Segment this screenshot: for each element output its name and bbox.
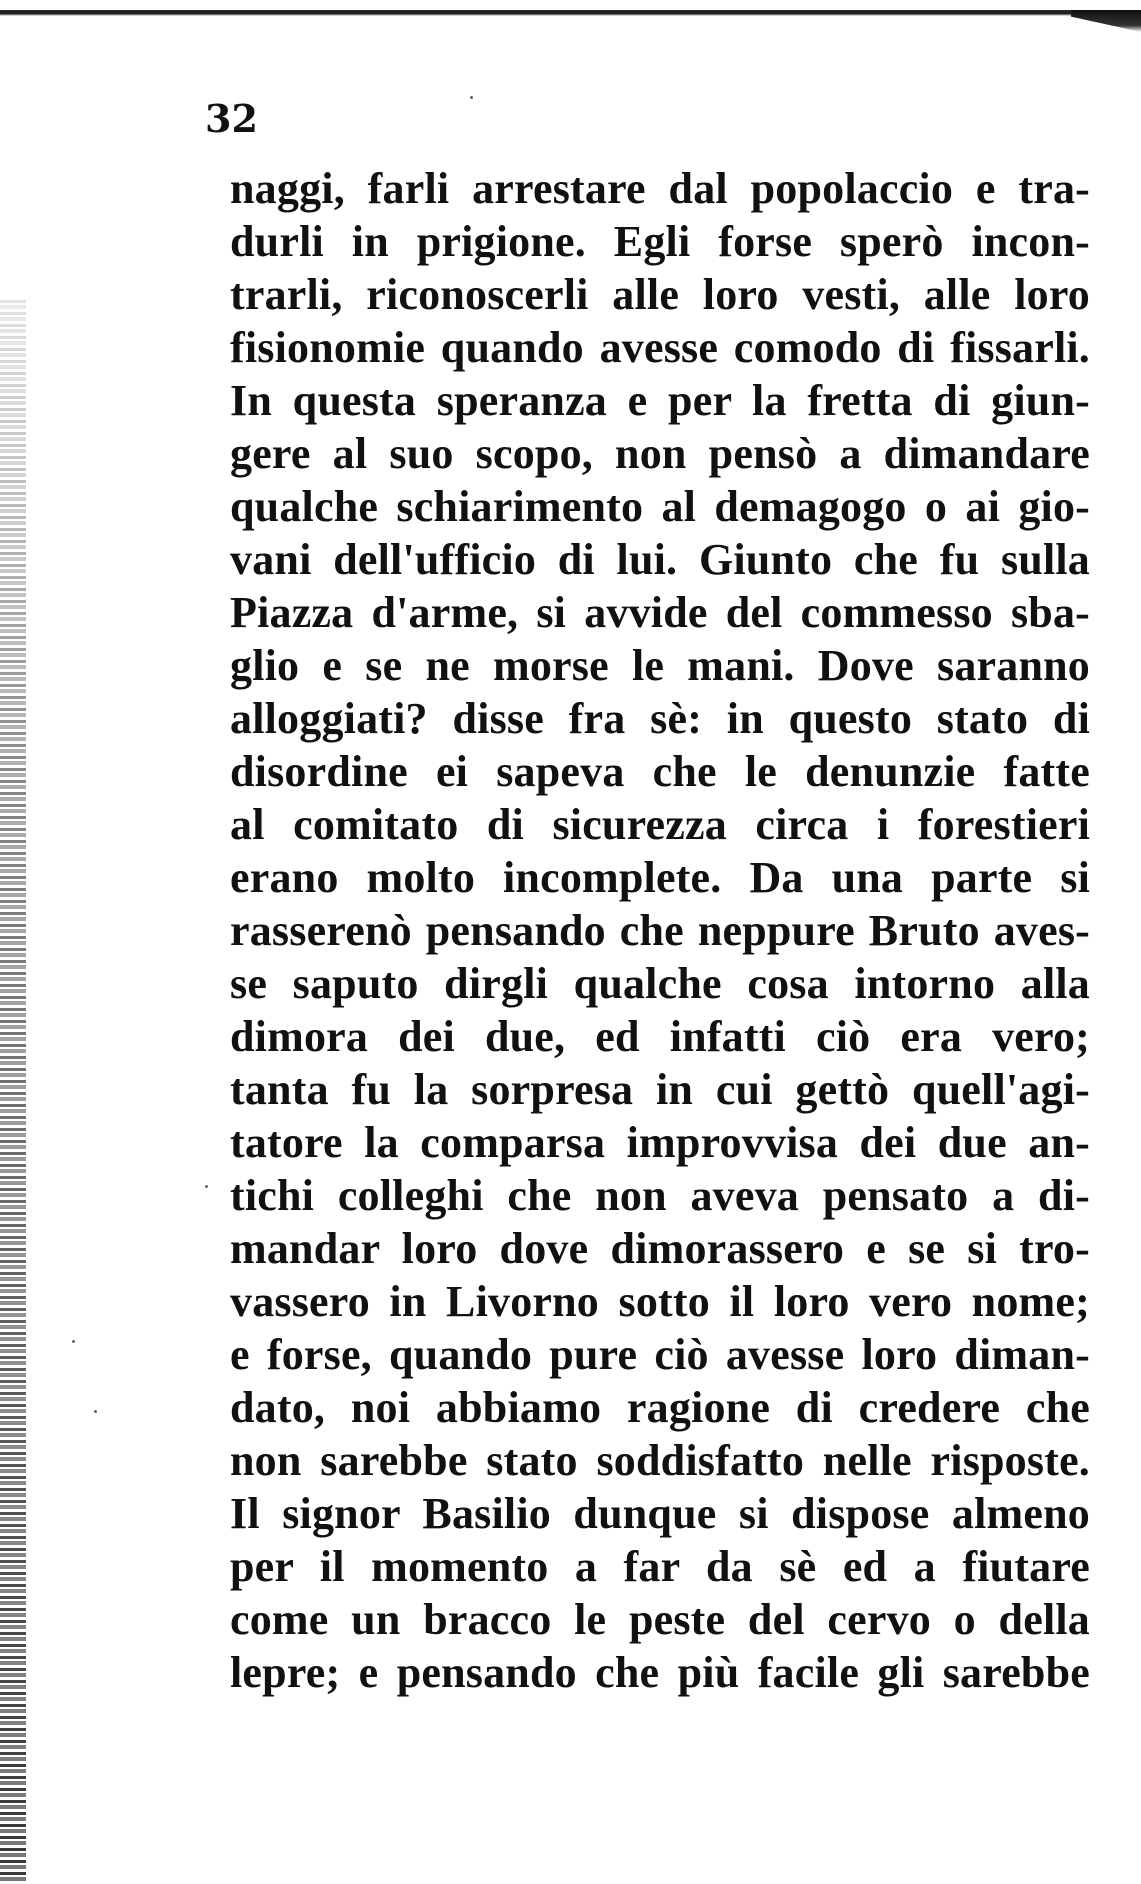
text-line: dato, noi abbiamo ragione di credere che [230, 1383, 1090, 1432]
spine-edge-shadow [0, 300, 26, 1884]
text-line: rasserenò pensando che neppure Bruto aves- [230, 906, 1090, 955]
paper-speck [94, 1410, 97, 1413]
text-line: erano molto incomplete. Da una parte si [230, 853, 1090, 902]
text-line: non sarebbe stato soddisfatto nelle risposte. [230, 1436, 1090, 1485]
text-line: gere al suo scopo, non pensò a dimandare [230, 429, 1090, 478]
top-edge-rule [0, 10, 1141, 16]
text-line: mandar loro dove dimorassero e se si tro- [230, 1224, 1090, 1273]
text-line: qualche schiarimento al demagogo o ai gio- [230, 482, 1090, 531]
text-line: per il momento a far da sè ed a fiutare [230, 1542, 1090, 1591]
text-line: se saputo dirgli qualche cosa intorno alla [230, 959, 1090, 1008]
text-line: In questa speranza e per la fretta di giun- [230, 376, 1090, 425]
text-line: glio e se ne morse le mani. Dove saranno [230, 641, 1090, 690]
text-line: e forse, quando pure ciò avesse loro diman- [230, 1330, 1090, 1379]
text-line: durli in prigione. Egli forse sperò incon- [230, 217, 1090, 266]
text-line: tatore la comparsa improvvisa dei due an- [230, 1118, 1090, 1167]
text-line: Il signor Basilio dunque si dispose almeno [230, 1489, 1090, 1538]
text-line: vani dell'ufficio di lui. Giunto che fu sulla [230, 535, 1090, 584]
text-line: al comitato di sicurezza circa i forestieri [230, 800, 1090, 849]
text-line: vassero in Livorno sotto il loro vero nome; [230, 1277, 1090, 1326]
text-line: tichi colleghi che non aveva pensato a di- [230, 1171, 1090, 1220]
text-line: fisionomie quando avesse comodo di fissarli. [230, 323, 1090, 372]
text-line: tanta fu la sorpresa in cui gettò quell'agi- [230, 1065, 1090, 1114]
body-text [230, 162, 1090, 1699]
paper-speck [205, 1185, 208, 1188]
text-line: disordine ei sapeva che le denunzie fatte [230, 747, 1090, 796]
text-line: come un bracco le peste del cervo o della [230, 1595, 1090, 1644]
text-line: naggi, farli arrestare dal popolaccio e tra- [230, 164, 1090, 213]
text-line: lepre; e pensando che più facile gli sarebbe [230, 1648, 1090, 1697]
text-line: dimora dei due, ed infatti ciò era vero; [230, 1012, 1090, 1061]
paper-speck [72, 1340, 75, 1343]
paper-speck [470, 96, 473, 99]
text-line: Piazza d'arme, si avvide del commesso sba- [230, 588, 1090, 637]
text-line: trarli, riconoscerli alle loro vesti, alle loro [230, 270, 1090, 319]
text-line: alloggiati? disse fra sè: in questo stato di [230, 694, 1090, 743]
page-number: 32 [205, 96, 258, 141]
